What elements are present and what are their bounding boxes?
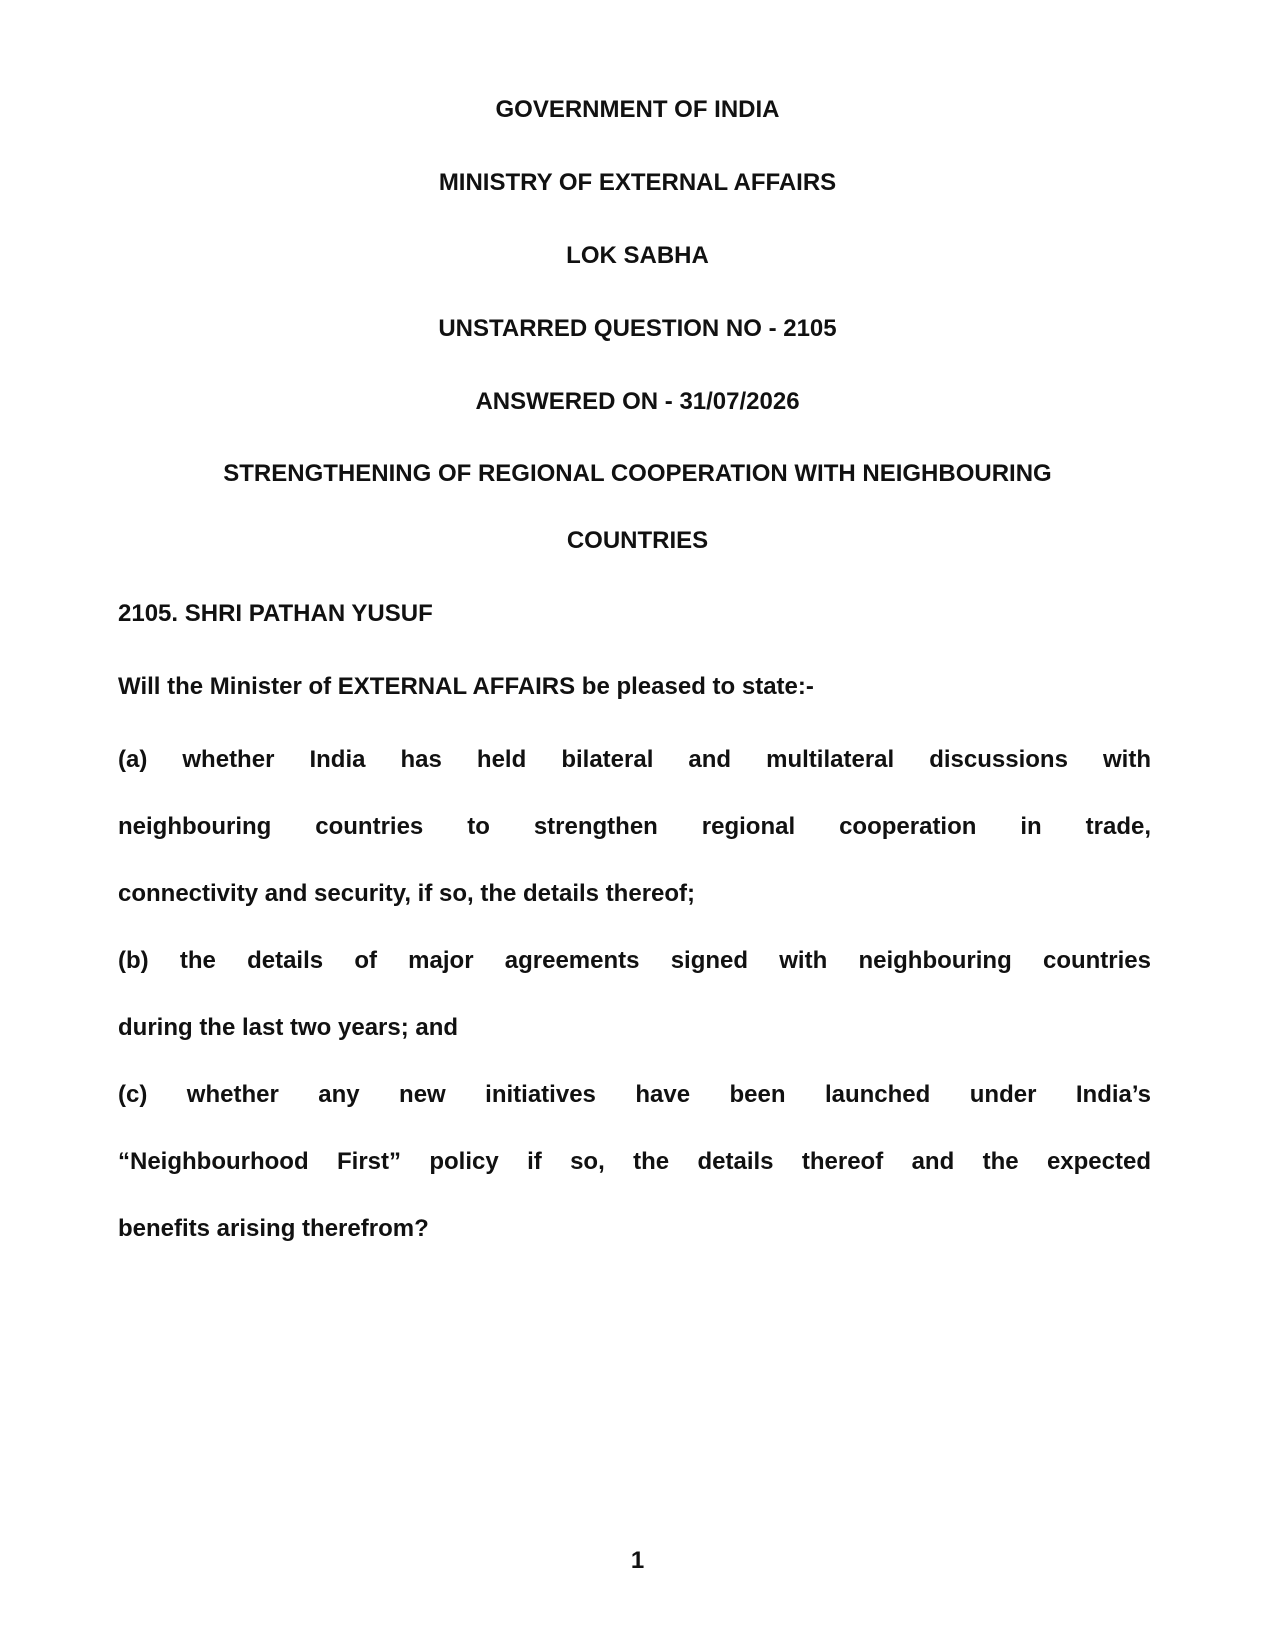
subject-title-line-1: STRENGTHENING OF REGIONAL COOPERATION WITH NEIGHBOURING — [223, 460, 1052, 487]
ministry-heading: MINISTRY OF EXTERNAL AFFAIRS — [438, 169, 837, 196]
question-c-line-3: benefits arising therefrom? — [118, 1215, 429, 1242]
question-c-line-2: “Neighbourhood First” policy if so, the details thereof and the expected — [118, 1148, 1151, 1175]
question-b-line-2: during the last two years; and — [118, 1014, 459, 1041]
question-a-line-1: (a) whether India has held bilateral and multilateral discussions with — [118, 746, 1151, 773]
member-name: 2105. SHRI PATHAN YUSUF — [118, 600, 433, 627]
page-number: 1 — [630, 1547, 645, 1574]
house-heading: LOK SABHA — [566, 242, 709, 269]
question-a-line-3: connectivity and security, if so, the details thereof; — [118, 880, 696, 907]
question-b-line-1: (b) the details of major agreements signed with neighbouring countries — [118, 947, 1151, 974]
question-a-line-2: neighbouring countries to strengthen regional cooperation in trade, — [118, 813, 1151, 840]
question-c-line-1: (c) whether any new initiatives have been launched under India’s — [118, 1081, 1151, 1108]
question-number-heading: UNSTARRED QUESTION NO - 2105 — [438, 315, 837, 342]
answered-date-heading: ANSWERED ON - 31/07/2026 — [475, 388, 800, 415]
subject-title-line-2: COUNTRIES — [566, 527, 709, 554]
government-heading: GOVERNMENT OF INDIA — [495, 96, 780, 123]
question-intro: Will the Minister of EXTERNAL AFFAIRS be pleased to state:- — [118, 673, 814, 700]
